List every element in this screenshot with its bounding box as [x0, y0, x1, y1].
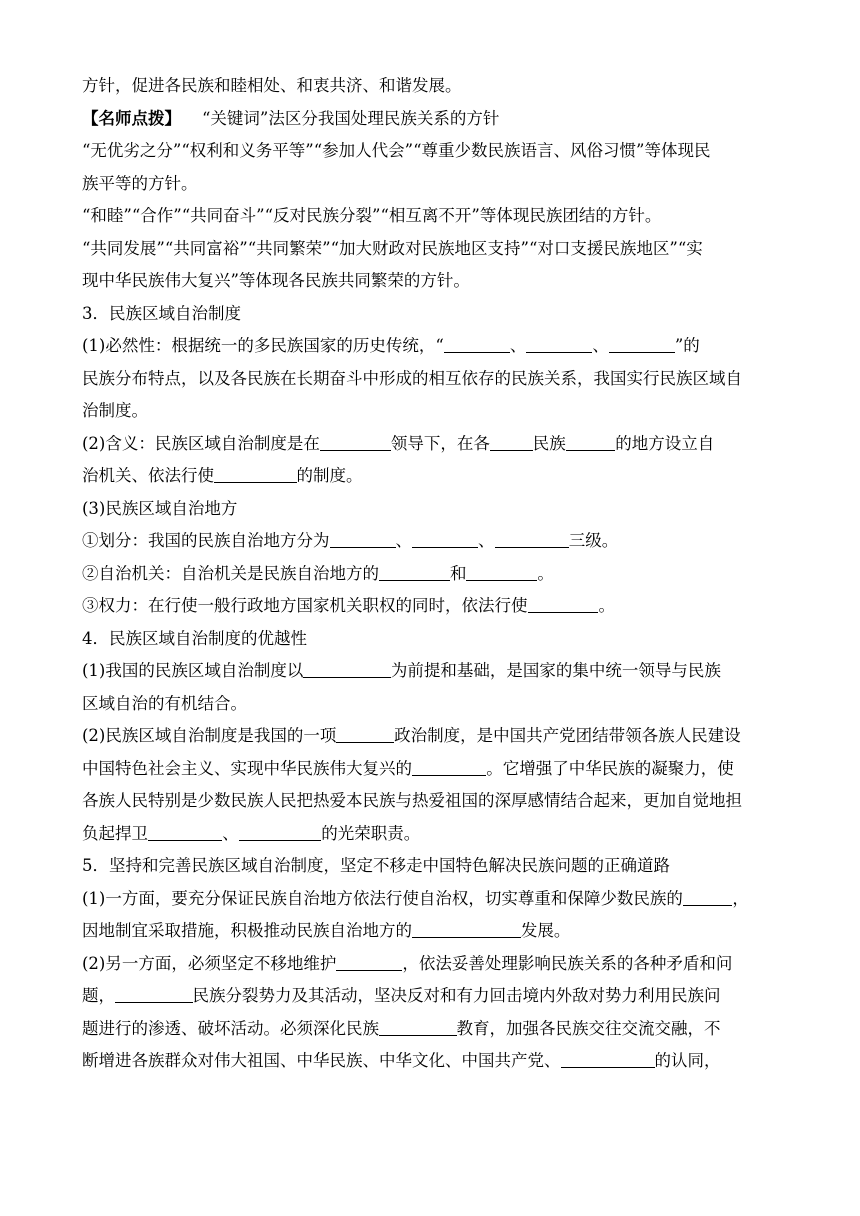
text-segment: 三级。: [568, 531, 619, 550]
fill-in-blank[interactable]: [444, 336, 510, 353]
text-segment: 现中华民族伟大复兴”等体现各民族共同繁荣的方针。: [82, 271, 470, 290]
text-segment: 、: [478, 531, 495, 550]
text-segment: 、: [592, 336, 609, 355]
text-line: [82, 590, 782, 623]
text-line: [82, 688, 782, 721]
text-segment: 。: [598, 596, 615, 615]
text-segment: 的地方设立自: [615, 433, 715, 453]
text-line: [82, 1013, 782, 1046]
text-segment: (1)我国的民族区域自治制度以: [82, 661, 304, 680]
text-line: [82, 623, 782, 656]
text-segment: 断增进各族群众对伟大祖国、中华民族、中华文化、中国共产党、: [82, 1051, 561, 1070]
fill-in-blank[interactable]: [490, 434, 533, 451]
text-segment: 方针，促进各民族和睦相处、和衷共济、和谐发展。: [82, 76, 462, 95]
fill-in-blank[interactable]: [566, 434, 616, 451]
text-segment: 的光荣职责。: [321, 823, 421, 843]
text-segment: (2)民族区域自治制度是我国的一项: [82, 726, 337, 745]
fill-in-blank[interactable]: [609, 336, 675, 353]
fill-in-blank[interactable]: [336, 726, 394, 743]
text-line: [82, 363, 782, 396]
fill-in-blank[interactable]: [320, 434, 391, 451]
text-line: [82, 135, 782, 168]
text-segment: 为前提和基础，是国家的集中统一领导与民族: [390, 661, 721, 680]
document-page: [82, 70, 782, 1078]
text-line: [82, 103, 782, 136]
text-line: [82, 493, 782, 526]
text-segment: 、: [395, 531, 412, 550]
text-segment: 治机关、依法行使: [82, 466, 214, 485]
fill-in-blank[interactable]: [466, 564, 537, 581]
text-line: [82, 785, 782, 818]
text-segment: 的制度。: [296, 466, 363, 485]
text-segment: 民族分布特点，以及各民族在长期奋斗中形成的相互依存的民族关系，我国实行民族区域自: [82, 368, 742, 388]
text-segment: 领导下，在各: [390, 433, 490, 453]
text-segment: 民族分裂势力及其活动，坚决反对和有力回击境内外敌对势力利用民族问: [192, 986, 721, 1005]
text-line: [82, 720, 782, 753]
text-line: [82, 915, 782, 948]
text-line: [82, 655, 782, 688]
text-segment: 4．民族区域自治制度的优越性: [82, 628, 307, 648]
text-segment: 。: [537, 563, 554, 583]
fill-in-blank[interactable]: [412, 759, 486, 776]
text-line: [82, 233, 782, 266]
text-segment: ，: [732, 888, 749, 908]
text-segment: (1)必然性：根据统一的多民族国家的历史传统，“: [82, 336, 444, 355]
text-line: [82, 558, 782, 591]
text-segment: ①划分：我国的民族自治地方分为: [82, 531, 330, 550]
text-segment: 的认同，: [654, 1051, 721, 1070]
text-line: [82, 818, 782, 851]
text-line: [82, 395, 782, 428]
text-segment: 题，: [82, 986, 115, 1005]
text-segment: 负起捍卫: [82, 823, 148, 843]
text-segment: (1)一方面，要充分保证民族自治地方依法行使自治权，切实尊重和保障少数民族的: [82, 888, 683, 908]
text-segment: 因地制宜采取措施，积极推动民族自治地方的: [82, 921, 412, 940]
text-line: [82, 753, 782, 786]
fill-in-blank[interactable]: [115, 986, 193, 1003]
text-segment: “共同发展”“共同富裕”“共同繁荣”“加大财政对民族地区支持”“对口支援民族地区”“实: [82, 238, 703, 258]
text-line: [82, 330, 782, 363]
text-segment: (2)含义：民族区域自治制度是在: [82, 433, 320, 453]
text-line: [82, 850, 782, 883]
text-segment: 、: [222, 823, 239, 843]
text-line: [82, 948, 782, 981]
text-segment: 3．民族区域自治制度: [82, 303, 241, 323]
text-segment: ②自治机关：自治机关是民族自治地方的: [82, 563, 379, 583]
text-segment: 教育，加强各民族交往交流交融，不: [456, 1018, 721, 1038]
text-segment: “和睦”“合作”“共同奋斗”“反对民族分裂”“相互离不开”等体现民族团结的方针。: [82, 206, 662, 225]
text-line: [82, 883, 782, 916]
text-segment: ”的: [674, 336, 700, 355]
text-segment: 治制度。: [82, 401, 148, 420]
text-segment: 各族人民特别是少数民族人民把热爱本民族与热爱祖国的深厚感情结合起来，更加自觉地担: [82, 791, 742, 810]
text-line: [82, 428, 782, 461]
text-segment: 区域自治的有机结合。: [82, 693, 247, 713]
text-segment: ③权力：在行使一般行政地方国家机关职权的同时，依法行使: [82, 596, 528, 615]
text-segment: 族平等的方针。: [82, 173, 198, 193]
fill-in-blank[interactable]: [379, 564, 450, 581]
section-label: 【名师点拨】: [82, 108, 181, 128]
text-segment: “无优劣之分”“权利和义务平等”“参加人代会”“尊重少数民族语言、风俗习惯”等体现民: [82, 141, 711, 160]
text-line: [82, 200, 782, 233]
text-segment: 民族: [532, 433, 566, 453]
text-segment: 。它增强了中华民族的凝聚力，使: [486, 758, 734, 778]
fill-in-blank[interactable]: [214, 466, 297, 483]
text-segment: “关键词”法区分我国处理民族关系的方针: [181, 108, 500, 128]
text-line: [82, 980, 782, 1013]
text-line: [82, 1045, 782, 1078]
fill-in-blank[interactable]: [330, 531, 396, 548]
fill-in-blank[interactable]: [303, 661, 390, 678]
fill-in-blank[interactable]: [561, 1051, 655, 1068]
fill-in-blank[interactable]: [239, 824, 322, 841]
text-segment: 、: [509, 336, 527, 355]
fill-in-blank[interactable]: [148, 824, 222, 841]
text-line: [82, 525, 782, 558]
text-segment: 中国特色社会主义、实现中华民族伟大复兴的: [82, 758, 412, 778]
text-line: [82, 70, 782, 103]
fill-in-blank[interactable]: [495, 531, 569, 548]
fill-in-blank[interactable]: [683, 889, 733, 906]
text-segment: 发展。: [520, 921, 571, 940]
fill-in-blank[interactable]: [412, 531, 478, 548]
text-segment: ，依法妥善处理影响民族关系的各种矛盾和问: [402, 953, 733, 973]
text-segment: 政治制度，是中国共产党团结带领各族人民建设: [394, 726, 741, 745]
fill-in-blank[interactable]: [379, 1019, 457, 1036]
fill-in-blank[interactable]: [412, 921, 521, 938]
text-line: [82, 460, 782, 493]
text-segment: (3)民族区域自治地方: [82, 498, 238, 518]
text-segment: 5．坚持和完善民族区域自治制度，坚定不移走中国特色解决民族问题的正确道路: [82, 856, 670, 875]
text-segment: 题进行的渗透、破坏活动。必须深化民族: [82, 1018, 379, 1038]
text-line: [82, 298, 782, 331]
text-segment: 和: [449, 563, 467, 583]
text-line: [82, 265, 782, 298]
fill-in-blank[interactable]: [336, 954, 402, 971]
text-segment: (2)另一方面，必须坚定不移地维护: [82, 953, 337, 973]
text-line: [82, 168, 782, 201]
fill-in-blank[interactable]: [528, 596, 599, 613]
fill-in-blank[interactable]: [526, 336, 592, 353]
